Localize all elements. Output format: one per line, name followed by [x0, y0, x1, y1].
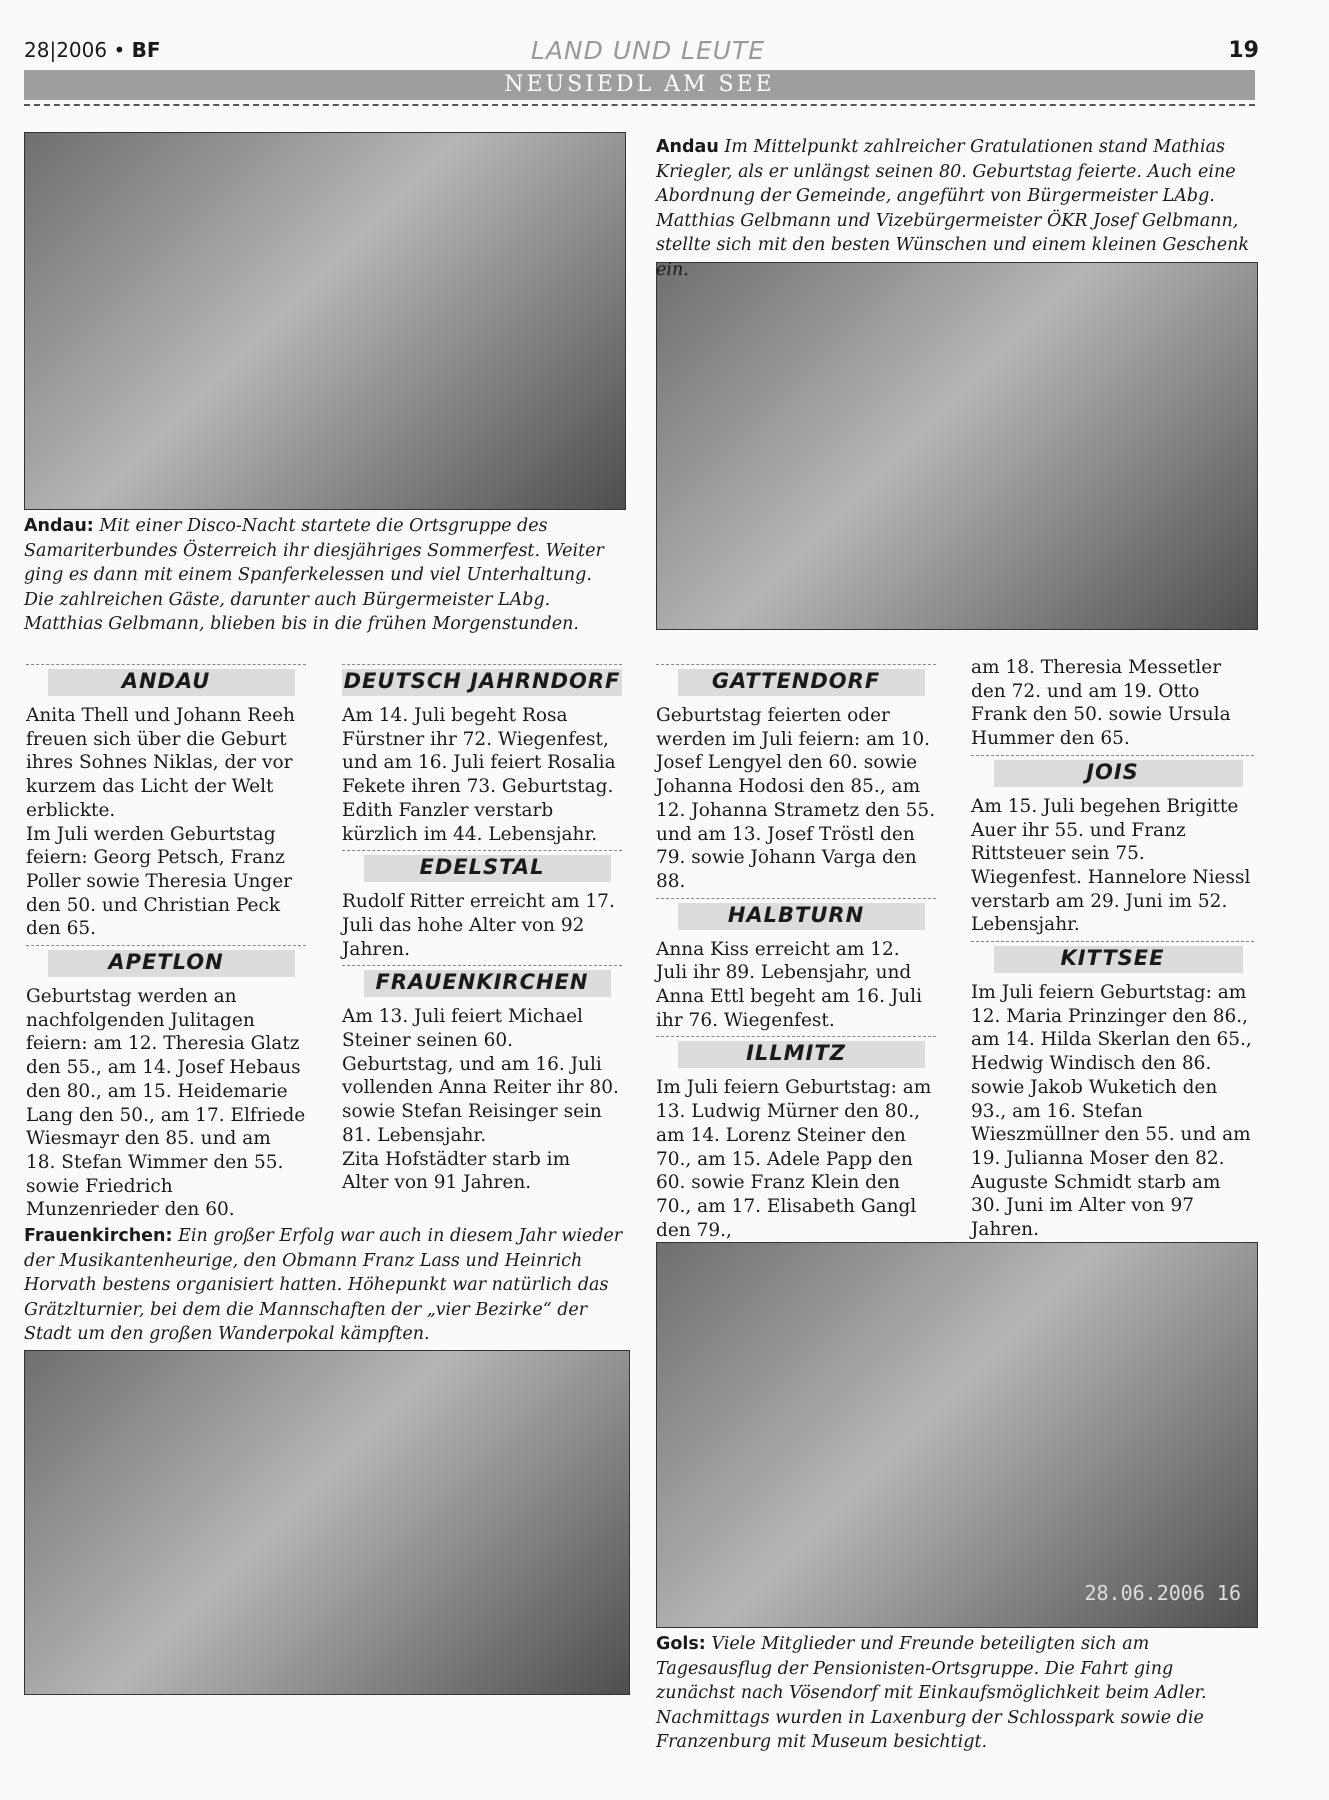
section-text: Anna Kiss erreicht am 12. Juli ihr 89. Lebensjahr, und Anna Ettl begeht am 16. Juli ihr 76. Wiegenfest.	[656, 938, 923, 1031]
section-text: Geburtstag werden an nachfolgenden Julitagen feiern: am 12. Theresia Glatz den 55., am 14. Josef Hebaus den 80., am 15. Heidemarie Lang den 50., am 17. Elfriede Wiesmayr den 85. und am 18. Stefan Wimmer den 55. sowie Friedrich Munzenrieder den 60.	[26, 986, 306, 1221]
caption-frauenkirchen	[24, 1224, 628, 1347]
photo-gols	[656, 1242, 1258, 1628]
region-title: NEUSIEDL AM SEE	[504, 72, 775, 97]
section-text-2: Zita Hofstädter starb im Alter von 91 Jahren.	[342, 1148, 571, 1194]
section-text: Im Juli feiern Geburtstag: am 13. Ludwig Mürner den 80., am 14. Lorenz Steiner den 70., am 15. Adele Papp den 60. sowie Franz Klein den 70., am 17. Elisabeth Gangl den 79.,	[656, 1077, 932, 1241]
section-deutsch-jahrndorf	[342, 664, 622, 846]
caption-text: Mit einer Disco-Nacht startete die Ortsgruppe des Samariterbundes Österreich ihr diesjähriges Sommerfest. Weiter ging es dann mit einem Spanferkelessen und viel Unterhaltung. Die zahlreichen Gäste, darunter auch Bürgermeister LAbg. Matthias Gelbmann, blieben bis in die frühen Morgenstunden.	[24, 516, 604, 634]
section-illmitz	[656, 1036, 936, 1242]
section-halbturn	[656, 898, 936, 1033]
issue-label	[24, 38, 161, 62]
section-text: Rudolf Ritter erreicht am 17. Juli das hohe Alter von 92 Jahren.	[342, 891, 615, 960]
section-text: Im Juli feiern Geburtstag: am 12. Maria Prinzinger den 86., am 14. Hilda Skerlan den 65., Hedwig Windisch den 86. sowie Jakob Wuketich den 93., am 16. Stefan Wieszmüllner den 55. und am 19. Julianna Moser den 82.	[971, 982, 1252, 1169]
section-title: DEUTSCH JAHRNDORF	[343, 669, 621, 693]
section-text: Am 15. Juli begehen Brigitte Auer ihr 55. und Franz Rittsteuer sein 75. Wiegenfest. Hannelore Niessl verstarb am 29. Juni im 52. Lebensjahr.	[971, 795, 1251, 936]
section-title: ANDAU	[121, 669, 211, 693]
section-head	[342, 965, 622, 999]
section-text-2: Auguste Schmidt starb am 30. Juni im Alter von 97 Jahren.	[971, 1171, 1221, 1241]
caption-gols	[656, 1632, 1256, 1755]
caption-text: Im Mittelpunkt zahlreicher Gratulationen stand Mathias Kriegler, als er unlängst seinen 80. Geburtstag feierte. Auch eine Abordnung der Gemeinde, angeführt von Bürgermeister LAbg. Matthias Gelbmann und Vizebürgermeister ÖKR Josef Gelbmann, stellte sich mit den besten Wünschen und einem kleinen Geschenk ein.	[656, 137, 1250, 280]
caption-place: Frauenkirchen:	[24, 1226, 173, 1246]
section-frauenkirchen	[342, 965, 622, 1195]
column-1	[26, 664, 306, 1226]
photo-date-stamp: 28.06.2006 16	[1084, 1581, 1241, 1605]
column-2	[342, 664, 622, 1199]
caption-text: Viele Mitglieder und Freunde beteiligten sich am Tagesausflug der Pensionisten-Ortsgruppe. Die Fahrt ging zunächst nach Vösendorf mit Einkaufsmöglichkeit beim Adler. Nachmittags wurden in Laxenburg der Schlosspark sowie die Franzenburg mit Museum besichtigt.	[656, 1634, 1207, 1752]
issue-number: 28|2006	[24, 38, 108, 62]
section-text-2: Edith Fanzler verstarb kürzlich im 44. Lebensjahr.	[342, 799, 598, 845]
section-head	[342, 850, 622, 884]
section-kittsee	[971, 941, 1254, 1242]
caption-andau-disco	[24, 514, 624, 637]
column-3	[656, 664, 936, 1246]
section-illmitz-cont	[971, 656, 1254, 751]
section-head	[26, 664, 306, 698]
caption-text: Ein großer Erfolg war auch in diesem Jahr wieder der Musikantenheurige, den Obmann Franz Lass und Heinrich Horvath bestens organisiert hatten. Höhepunkt war natürlich das Grätzlturnier, bei dem die Mannschaften der „vier Bezirke“ der Stadt um den großen Wanderpokal kämpften.	[24, 1226, 623, 1344]
section-head	[656, 664, 936, 698]
section-text-2: Im Juli werden Geburtstag feiern: Georg Petsch, Franz Poller sowie Theresia Unger den 50. und Christian Peck den 65.	[26, 823, 293, 940]
section-head	[342, 664, 622, 698]
section-andau	[26, 664, 306, 941]
section-title: ILLMITZ	[746, 1041, 846, 1066]
column-4	[971, 656, 1254, 1246]
photo-andau-kriegler	[656, 262, 1258, 630]
section-title: LAND UND LEUTE	[530, 36, 766, 65]
section-head	[656, 898, 936, 932]
issue-bullet: •	[113, 38, 126, 62]
region-band	[24, 70, 1255, 100]
section-text: am 18. Theresia Messetler den 72. und am 19. Otto Frank den 50. sowie Ursula Hummer den 65.	[971, 657, 1231, 750]
section-title: FRAUENKIRCHEN	[375, 970, 589, 995]
section-edelstal	[342, 850, 622, 961]
section-title: EDELSTAL	[419, 855, 545, 880]
section-title: HALBTURN	[727, 902, 865, 927]
photo-frauenkirchen	[24, 1350, 630, 1695]
section-title: GATTENDORF	[711, 669, 881, 693]
caption-andau-kriegler	[656, 135, 1254, 282]
section-jois	[971, 755, 1254, 937]
section-text: Anita Thell und Johann Reeh freuen sich über die Geburt ihres Sohnes Niklas, der vor kurzem das Licht der Welt erblickte.	[26, 705, 295, 821]
section-text: Am 13. Juli feiert Michael Steiner seinen 60. Geburtstag, und am 16. Juli vollenden Anna Reiter ihr 80. sowie Stefan Reisinger sein 81. Lebensjahr.	[342, 1006, 619, 1146]
section-head	[971, 941, 1254, 975]
caption-place: Gols:	[656, 1634, 706, 1654]
caption-place: Andau	[656, 137, 719, 157]
section-gattendorf	[656, 664, 936, 894]
section-title: KITTSEE	[1060, 946, 1165, 971]
section-text: Geburtstag feierten oder werden im Juli feiern: am 10. Josef Lengyel den 60. sowie Johanna Hodosi den 85., am 12. Johanna Strametz den 55. und am 13. Josef Tröstl den 79. sowie Johann Varga den 88.	[656, 705, 936, 892]
header-divider	[24, 104, 1255, 106]
caption-place: Andau:	[24, 516, 94, 536]
brand-label: BF	[131, 38, 161, 62]
photo-andau-disco	[24, 132, 626, 510]
page-number: 19	[1228, 38, 1259, 63]
section-head	[26, 945, 306, 979]
section-apetlon	[26, 945, 306, 1222]
section-head	[971, 755, 1254, 789]
section-text: Am 14. Juli begeht Rosa Fürstner ihr 72. Wiegenfest, und am 16. Juli feiert Rosalia Fekete ihren 73. Geburtstag.	[342, 705, 616, 798]
section-title: APETLON	[108, 950, 224, 975]
section-title: JOIS	[1086, 759, 1139, 784]
section-head	[656, 1036, 936, 1070]
